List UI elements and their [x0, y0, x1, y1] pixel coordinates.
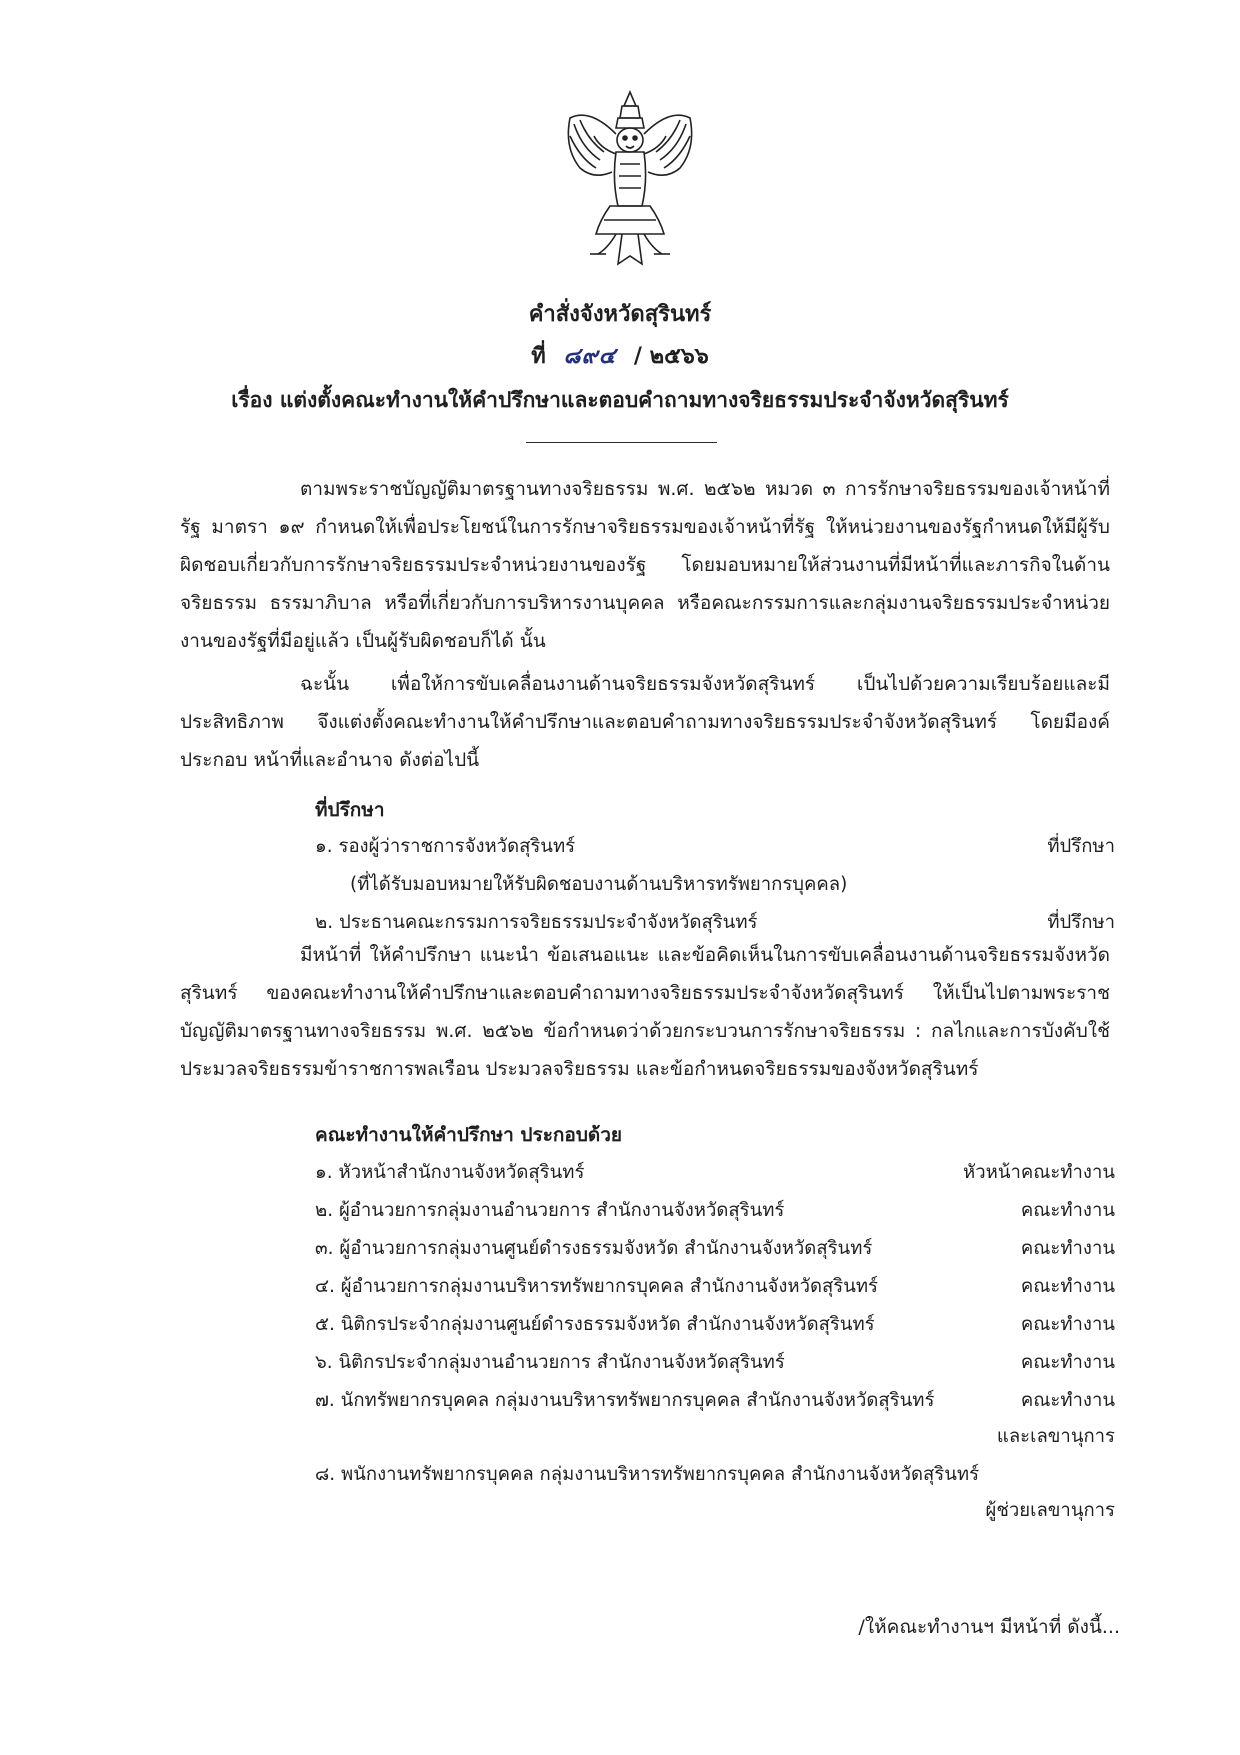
advisors-heading: ที่ปรึกษา	[315, 799, 385, 821]
order-number	[0, 338, 1240, 373]
advisor-note: (ที่ได้รับมอบหมายให้รับผิดชอบงานด้านบริหารทรัพยากรบุคคล)	[350, 874, 848, 895]
member-label: ๑. หัวหน้าสำนักงานจังหวัดสุรินทร์	[315, 1162, 585, 1183]
member-row	[315, 1196, 1115, 1226]
member-label: ๗. นักทรัพยากรบุคคล กลุ่มงานบริหารทรัพยากรบุคคล สำนักงานจังหวัดสุรินทร์	[315, 1390, 935, 1411]
paragraph-preamble-text: ตามพระราชบัญญัติมาตรฐานทางจริยธรรม พ.ศ. ๒๕๖๒ หมวด ๓ การรักษาจริยธรรมของเจ้าหน้าที่รัฐ มาตรา ๑๙ กำหนดให้เพื่อประโยชน์ในการรักษาจริยธรรมของเจ้าหน้าที่รัฐ ให้หน่วยงานของรัฐกำหนดให้มีผู้รับผิดชอบเกี่ยวกับการรักษาจริยธรรมประจำหน่วยงานของรัฐ โดยมอบหมายให้ส่วนงานที่มีหน้าที่และภารกิจในด้านจริยธรรม ธรรมาภิบาล หรือที่เกี่ยวกับการบริหารงานบุคคล หรือคณะกรรมการและกลุ่มงานจริยธรรมประจำหน่วยงานของรัฐที่มีอยู่แล้ว เป็นผู้รับผิดชอบก็ได้ นั้น	[180, 478, 1110, 652]
page-continuation: /ให้คณะทำงานฯ มีหน้าที่ ดังนี้...	[858, 1616, 1120, 1638]
paragraph-preamble	[180, 470, 1110, 660]
member-role: คณะทำงาน	[1020, 1314, 1115, 1335]
title-divider	[526, 442, 717, 443]
working-group-heading: คณะทำงานให้คำปรึกษา ประกอบด้วย	[315, 1124, 623, 1146]
advisor-role: ที่ปรึกษา	[1047, 912, 1115, 933]
member-label: ๒. ผู้อำนวยการกลุ่มงานอำนวยการ สำนักงานจังหวัดสุรินทร์	[315, 1200, 785, 1221]
member-label: ๖. นิติกรประจำกลุ่มงานอำนวยการ สำนักงานจังหวัดสุรินทร์	[315, 1352, 785, 1373]
member-label: ๔. ผู้อำนวยการกลุ่มงานบริหารทรัพยากรบุคคล สำนักงานจังหวัดสุรินทร์	[315, 1276, 878, 1297]
advisors-duty-text: มีหน้าที่ ให้คำปรึกษา แนะนำ ข้อเสนอแนะ และข้อคิดเห็นในการขับเคลื่อนงานด้านจริยธรรมจังหวัดสุรินทร์ ของคณะทำงานให้คำปรึกษาและตอบคำถามทางจริยธรรมประจำจังหวัดสุรินทร์ ให้เป็นไปตามพระราชบัญญัติมาตรฐานทางจริยธรรม พ.ศ. ๒๕๖๒ ข้อกำหนดว่าด้วยกระบวนการรักษาจริยธรรม : กลไกและการบังคับใช้ประมวลจริยธรรมข้าราชการพลเรือน ประมวลจริยธรรม และข้อกำหนดจริยธรรมของจังหวัดสุรินทร์	[180, 944, 1110, 1080]
member-label: ๘. พนักงานทรัพยากรบุคคล กลุ่มงานบริหารทรัพยากรบุคคล สำนักงานจังหวัดสุรินทร์	[315, 1464, 980, 1485]
member-row	[315, 1310, 1115, 1340]
member-role: ผู้ช่วยเลขานุการ	[985, 1500, 1115, 1521]
paragraph-appointment	[180, 665, 1110, 779]
member-row	[315, 1158, 1115, 1188]
member-row	[315, 1386, 1115, 1416]
member-role: คณะทำงาน	[1020, 1352, 1115, 1373]
member-row	[315, 1234, 1115, 1264]
advisor-row	[315, 908, 1115, 938]
member-role: หัวหน้าคณะทำงาน	[963, 1162, 1115, 1183]
member-label: ๕. นิติกรประจำกลุ่มงานศูนย์ดำรงธรรมจังหวัด สำนักงานจังหวัดสุรินทร์	[315, 1314, 875, 1335]
advisor-label: ๒. ประธานคณะกรรมการจริยธรรมประจำจังหวัดสุรินทร์	[315, 912, 758, 933]
order-number-year: / ๒๕๖๖	[633, 344, 709, 369]
order-number-prefix: ที่	[531, 344, 546, 369]
member-row	[315, 1460, 1115, 1490]
member-label: ๓. ผู้อำนวยการกลุ่มงานศูนย์ดำรงธรรมจังหวัด สำนักงานจังหวัดสุรินทร์	[315, 1238, 873, 1259]
order-title: คำสั่งจังหวัดสุรินทร์	[528, 302, 712, 327]
member-row	[315, 1272, 1115, 1302]
paragraph-appointment-text: ฉะนั้น เพื่อให้การขับเคลื่อนงานด้านจริยธรรมจังหวัดสุรินทร์ เป็นไปด้วยความเรียบร้อยและมีประสิทธิภาพ จึงแต่งตั้งคณะทำงานให้คำปรึกษาและตอบคำถามทางจริยธรรมประจำจังหวัดสุรินทร์ โดยมีองค์ประกอบ หน้าที่และอำนาจ ดังต่อไปนี้	[180, 673, 1110, 771]
member-role: คณะทำงาน	[1020, 1276, 1115, 1297]
advisors-duty	[180, 936, 1110, 1088]
member-role: คณะทำงาน	[1020, 1238, 1115, 1259]
advisor-row	[315, 832, 1115, 862]
advisor-role: ที่ปรึกษา	[1047, 836, 1115, 857]
order-number-handwritten: ๘๙๔	[563, 343, 617, 369]
order-subject: เรื่อง แต่งตั้งคณะทำงานให้คำปรึกษาและตอบคำถามทางจริยธรรมประจำจังหวัดสุรินทร์	[231, 388, 1009, 412]
advisor-label: ๑. รองผู้ว่าราชการจังหวัดสุรินทร์	[315, 836, 576, 857]
garuda-emblem-icon	[560, 88, 700, 268]
member-role: คณะทำงาน	[1020, 1200, 1115, 1221]
member-row	[315, 1348, 1115, 1378]
member-role-continued: และเลขานุการ	[996, 1426, 1115, 1447]
member-role: คณะทำงาน	[1020, 1390, 1115, 1411]
